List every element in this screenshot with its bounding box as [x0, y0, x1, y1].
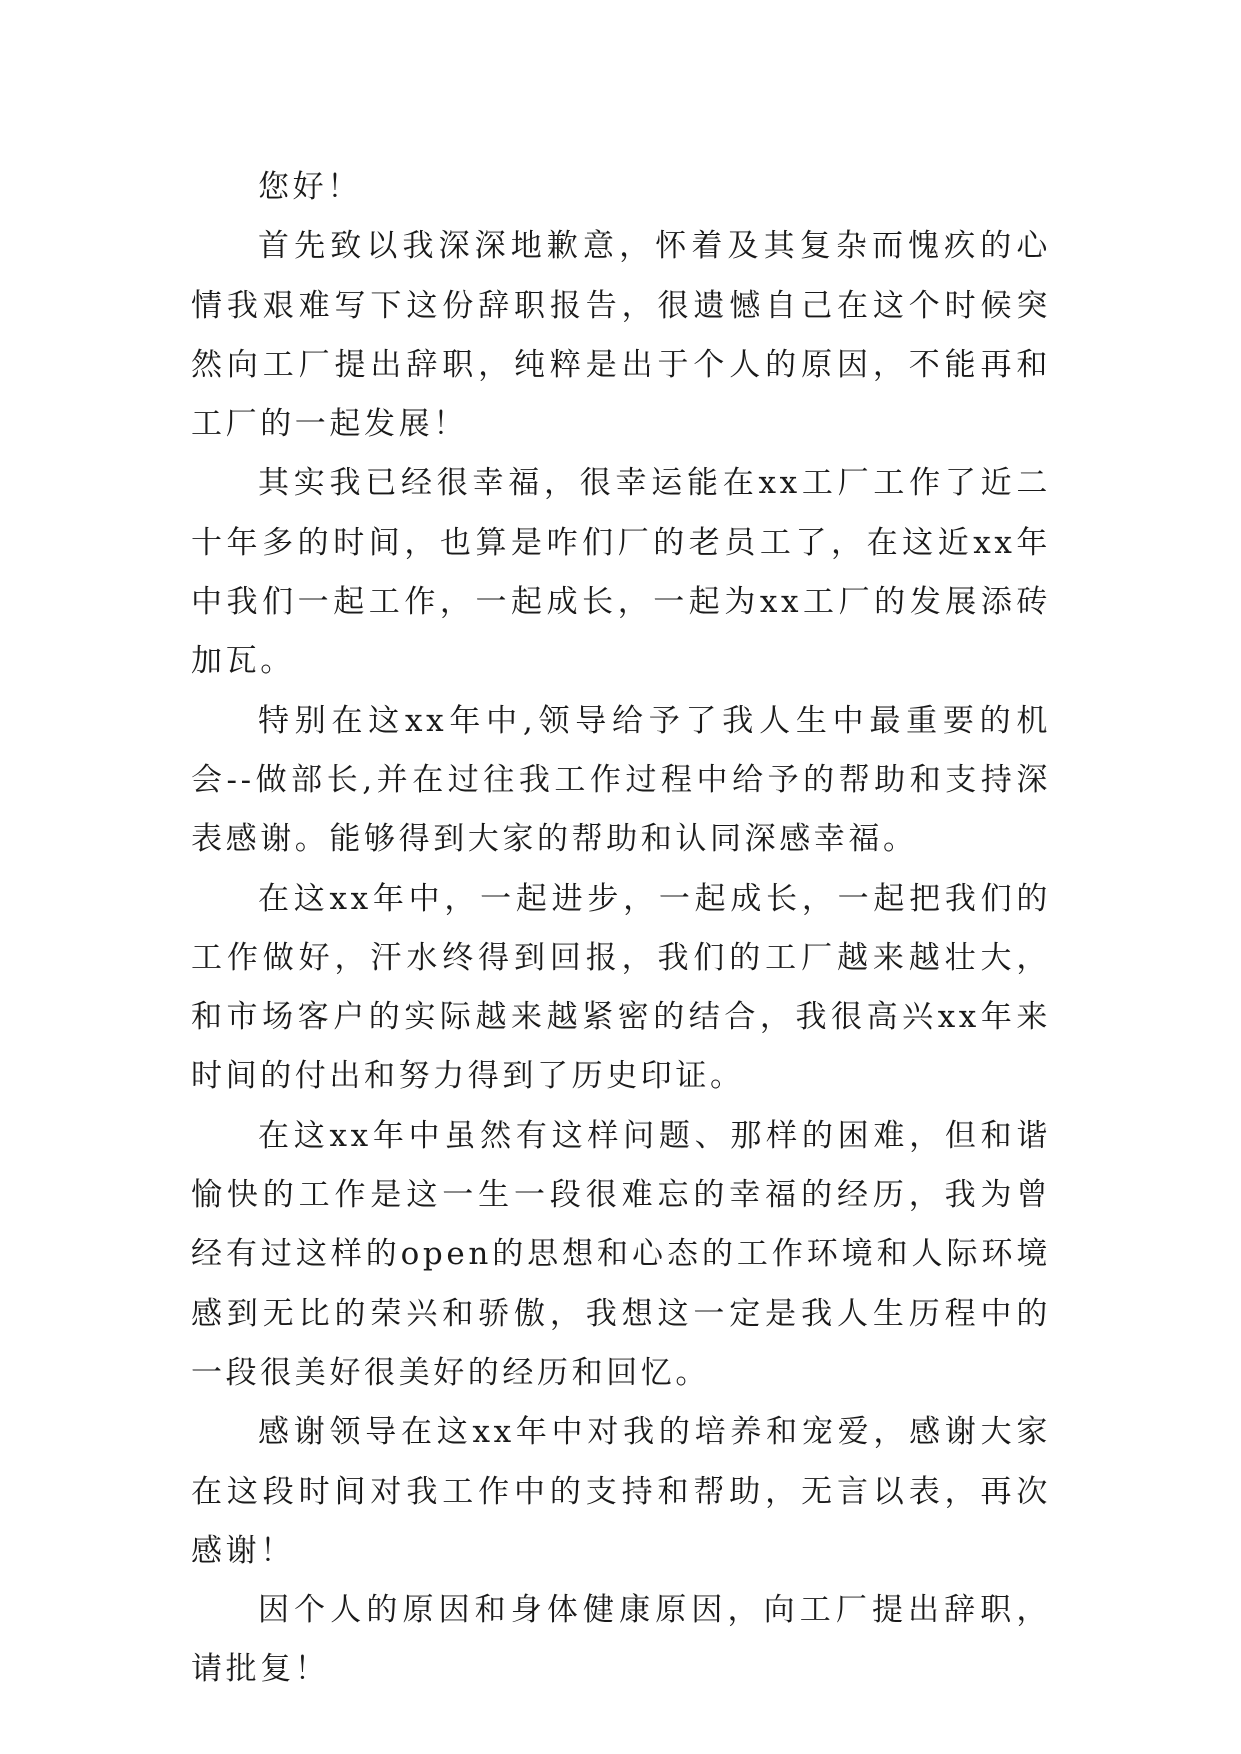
- resignation-request-paragraph: 因个人的原因和身体健康原因，向工厂提出辞职，请批复！: [191, 1592, 1051, 1688]
- greeting-paragraph: 您好！: [258, 169, 362, 205]
- gratitude-paragraph: 其实我已经很幸福，很幸运能在xx工厂工作了近二十年多的时间，也算是咋们厂的老员工了，在这近xx年中我们一起工作，一起成长，一起为xx工厂的发展添砖加瓦。: [191, 465, 1051, 680]
- experience-paragraph: 在这xx年中虽然有这样问题、那样的困难，但和谐愉快的工作是这一生一段很难忘的幸福的经历，我为曾经有过这样的open的思想和心态的工作环境和人际环境感到无比的荣兴和骄傲，我想这一定是我人生历程中的一段很美好很美好的经历和回忆。: [191, 1117, 1051, 1391]
- thanks-paragraph: 感谢领导在这xx年中对我的培养和宠爱，感谢大家在这段时间对我工作中的支持和帮助，无言以表，再次感谢！: [191, 1414, 1051, 1569]
- document-body: [191, 158, 1051, 1700]
- growth-paragraph: 在这xx年中，一起进步，一起成长，一起把我们的工作做好，汗水终得到回报，我们的工厂越来越壮大，和市场客户的实际越来越紧密的结合，我很高兴xx年来时间的付出和努力得到了历史印证。: [191, 880, 1051, 1095]
- apology-paragraph: 首先致以我深深地歉意，怀着及其复杂而愧疚的心情我艰难写下这份辞职报告，很遗憾自己在这个时候突然向工厂提出辞职，纯粹是出于个人的原因，不能再和工厂的一起发展！: [191, 228, 1051, 443]
- opportunity-paragraph: 特别在这xx年中,领导给予了我人生中最重要的机会--做部长,并在过往我工作过程中给予的帮助和支持深表感谢。能够得到大家的帮助和认同深感幸福。: [191, 702, 1051, 858]
